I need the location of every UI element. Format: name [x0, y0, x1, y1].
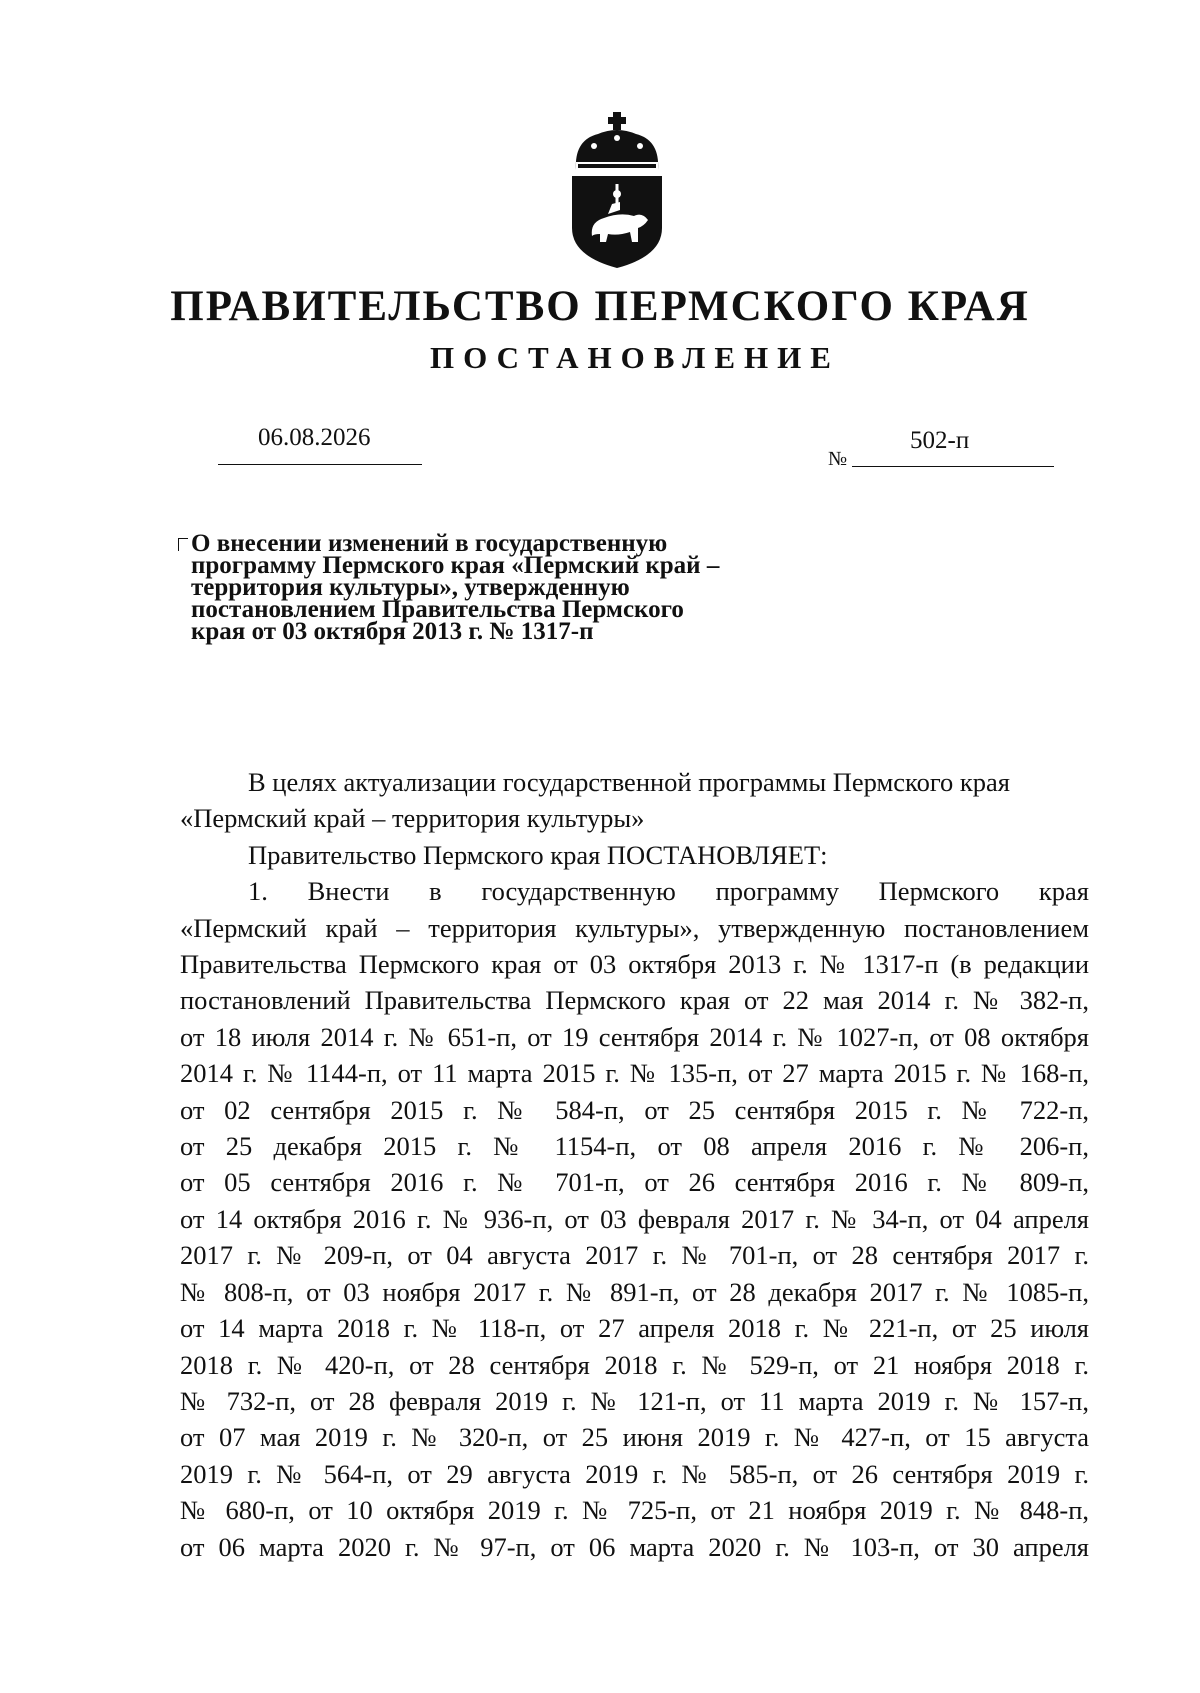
body-line: 1. Внести в государственную программу Пермского края: [248, 876, 1089, 907]
subject-line: программу Пермского края «Пермский край –: [191, 552, 720, 579]
body-line: от 06 марта 2020 г. № 97-п, от 06 марта 2020 г. № 103-п, от 30 апреля: [180, 1531, 1089, 1562]
subject-line: О внесении изменений в государственную: [191, 530, 668, 557]
document-number: 502-п: [910, 427, 970, 454]
number-underline: [852, 466, 1054, 467]
body-line: № 732-п, от 28 февраля 2019 г. № 121-п, от 11 марта 2019 г. № 157-п,: [180, 1385, 1089, 1416]
subject-line: постановлением Правительства Пермского: [191, 596, 684, 623]
resolution-clause: Правительство Пермского края ПОСТАНОВЛЯЕТ:: [248, 839, 828, 870]
body-line: «Пермский край – территория культуры»: [180, 803, 645, 834]
body-line: от 07 мая 2019 г. № 320-п, от 25 июня 2019 г. № 427-п, от 15 августа: [180, 1422, 1089, 1453]
body-line: «Пермский край – территория культуры», утвержденную постановлением: [180, 912, 1089, 943]
date-underline: [218, 464, 422, 465]
perm-krai-coat-of-arms-icon: [568, 112, 666, 268]
body-line: Правительства Пермского края от 03 октября 2013 г. № 1317-п (в редакции: [180, 949, 1089, 980]
body-line: 2018 г. № 420-п, от 28 сентября 2018 г. № 529-п, от 21 ноября 2018 г.: [180, 1349, 1089, 1380]
number-sign: №: [828, 448, 848, 470]
subject-line: края от 03 октября 2013 г. № 1317-п: [191, 618, 594, 645]
body-line: № 808-п, от 03 ноября 2017 г. № 891-п, от 28 декабря 2017 г. № 1085-п,: [180, 1276, 1089, 1307]
body-line: от 14 марта 2018 г. № 118-п, от 27 апреля 2018 г. № 221-п, от 25 июля: [180, 1313, 1089, 1344]
body-line: от 25 декабря 2015 г. № 1154-п, от 08 апреля 2016 г. № 206-п,: [180, 1131, 1089, 1162]
body-line: от 14 октября 2016 г. № 936-п, от 03 февраля 2017 г. № 34-п, от 04 апреля: [180, 1203, 1089, 1234]
document-type: ПОСТАНОВЛЕНИЕ: [430, 340, 840, 375]
body-line: 2019 г. № 564-п, от 29 августа 2019 г. № 585-п, от 26 сентября 2019 г.: [180, 1458, 1089, 1489]
corner-bracket-mark: [178, 538, 188, 551]
body-line: 2017 г. № 209-п, от 04 августа 2017 г. № 701-п, от 28 сентября 2017 г.: [180, 1240, 1089, 1271]
body-line: 2014 г. № 1144-п, от 11 марта 2015 г. № 135-п, от 27 марта 2015 г. № 168-п,: [180, 1058, 1089, 1089]
document-body: [180, 764, 1089, 1565]
body-line: В целях актуализации государственной программы Пермского края: [248, 767, 1010, 797]
body-line: постановлений Правительства Пермского края от 22 мая 2014 г. № 382-п,: [180, 985, 1089, 1016]
body-line: от 02 сентября 2015 г. № 584-п, от 25 сентября 2015 г. № 722-п,: [180, 1094, 1089, 1125]
body-line: от 18 июля 2014 г. № 651-п, от 19 сентября 2014 г. № 1027-п, от 08 октября: [180, 1021, 1089, 1052]
body-line: № 680-п, от 10 октября 2019 г. № 725-п, от 21 ноября 2019 г. № 848-п,: [180, 1495, 1089, 1526]
government-name: ПРАВИТЕЛЬСТВО ПЕРМСКОГО КРАЯ: [170, 283, 1030, 330]
document-subject: [191, 530, 831, 645]
body-line: от 05 сентября 2016 г. № 701-п, от 26 сентября 2016 г. № 809-п,: [180, 1167, 1089, 1198]
document-date: 06.08.2026: [258, 424, 371, 451]
subject-line: территория культуры», утвержденную: [191, 574, 630, 601]
